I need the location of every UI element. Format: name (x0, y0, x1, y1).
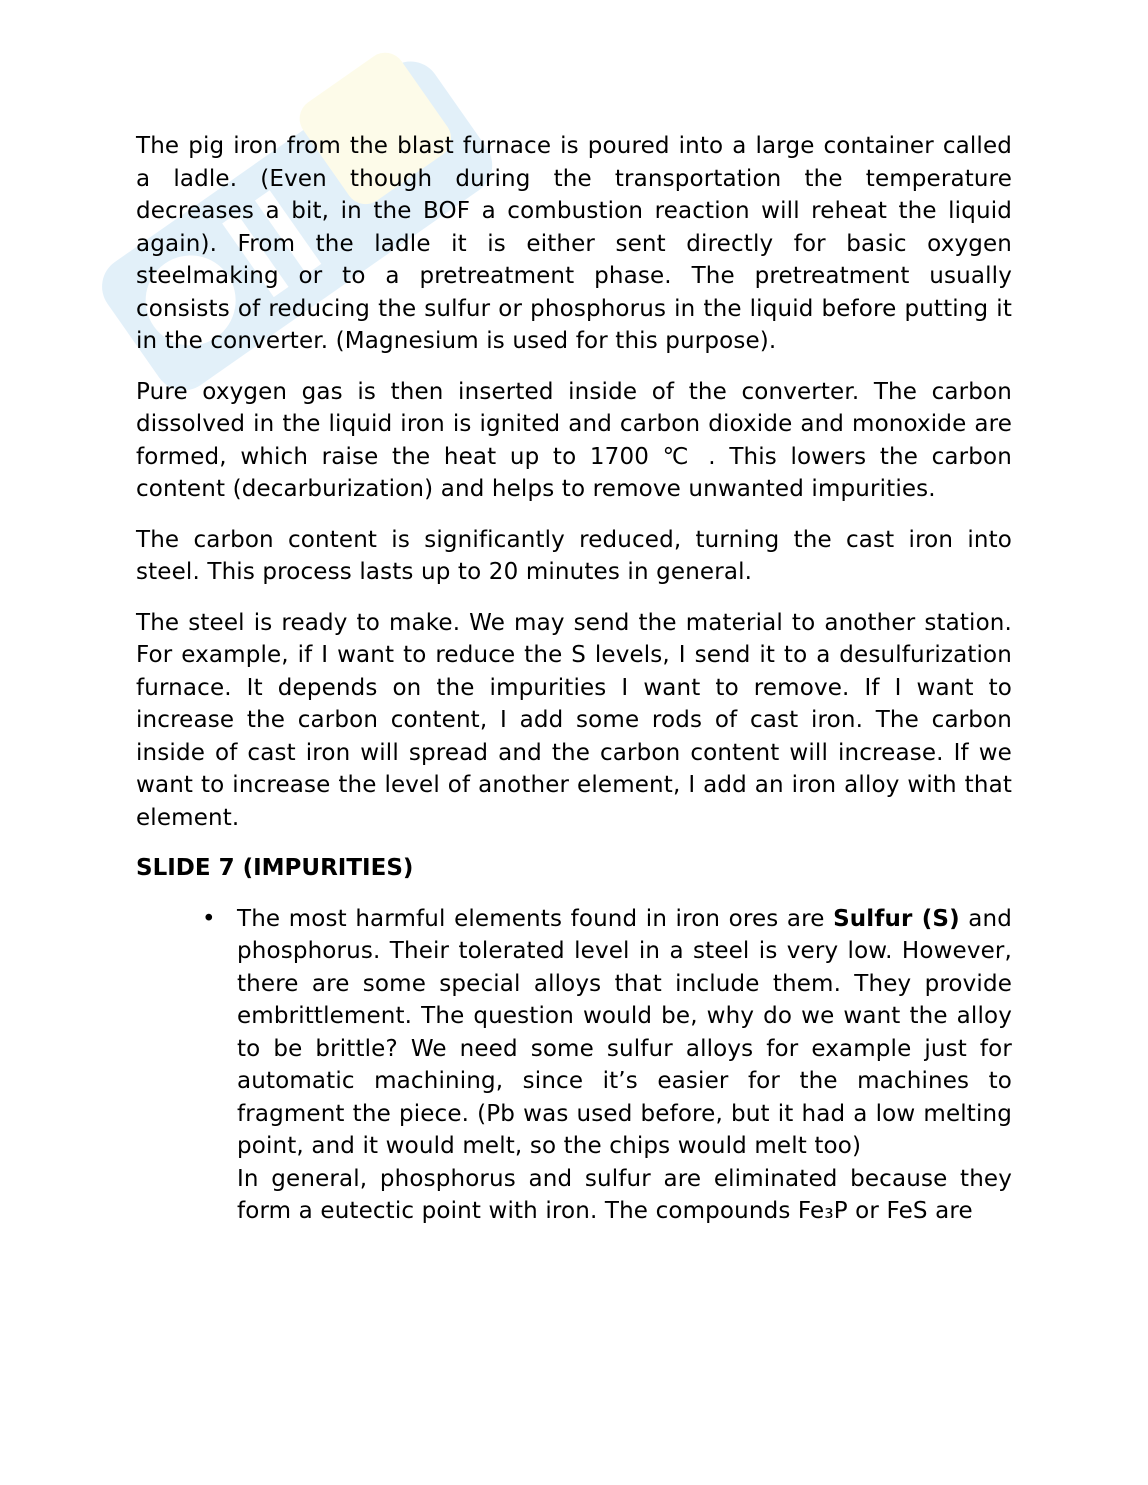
bullet-text (237, 903, 1012, 1163)
bullet-bold-term: Sulfur (S) (833, 905, 960, 932)
bullet-lead: The most harmful elements found in iron ores are (237, 905, 834, 932)
section-heading: SLIDE 7 (IMPURITIES) (136, 855, 414, 881)
bullet-rest: and phosphorus. Their tolerated level in a steel is very low. However, there are some special alloys that include them. They provide embrittlement. The question would be, why do we want the alloy to be brittle? We need some sulfur alloys for example just for automatic machining, since it’s easier for the machines to fragment the piece. (Pb was used before, but it had a low melting point, and it would melt, so the chips would melt too) (237, 905, 1012, 1159)
bullet-continuation: In general, phosphorus and sulfur are eliminated because they form a eutectic point with iron. The compounds Fe₃P or FeS are (237, 1165, 1012, 1224)
paragraph-steel-ready: The steel is ready to make. We may send the material to another station. For example, if I want to reduce the S levels, I send it to a desulfurization furnace. It depends on the impurities I want to remove. If I want to increase the carbon content, I add some rods of cast iron. The carbon inside of cast iron will spread and the carbon content will increase. If we want to increase the level of another element, I add an iron alloy with that element. (136, 609, 1012, 831)
list-item (136, 903, 1012, 1228)
paragraph-ladle: The pig iron from the blast furnace is poured into a large container called a ladle. (Even though during the transportation the temperature decreases a bit, in the BOF a combustion reaction will reheat the liquid again). From the ladle it is either sent directly for basic oxygen steelmaking or to a pretreatment phase. The pretreatment usually consists of reducing the sulfur or phosphorus in the liquid before putting it in the converter. (Magnesium is used for this purpose). (136, 133, 1012, 354)
paragraph-oxygen: Pure oxygen gas is then inserted inside of the converter. The carbon dissolved in the liquid iron is ignited and carbon dioxide and monoxide are formed, which raise the heat up to 1700 ℃ . This lowers the carbon content (decarburization) and helps to remove unwanted impurities. (136, 378, 1012, 502)
bullet-marker: • (202, 905, 216, 932)
document-page (136, 130, 1012, 1228)
bullet-list (136, 903, 1012, 1228)
paragraph-carbon: The carbon content is significantly reduced, turning the cast iron into steel. This process lasts up to 20 minutes in general. (136, 526, 1012, 585)
